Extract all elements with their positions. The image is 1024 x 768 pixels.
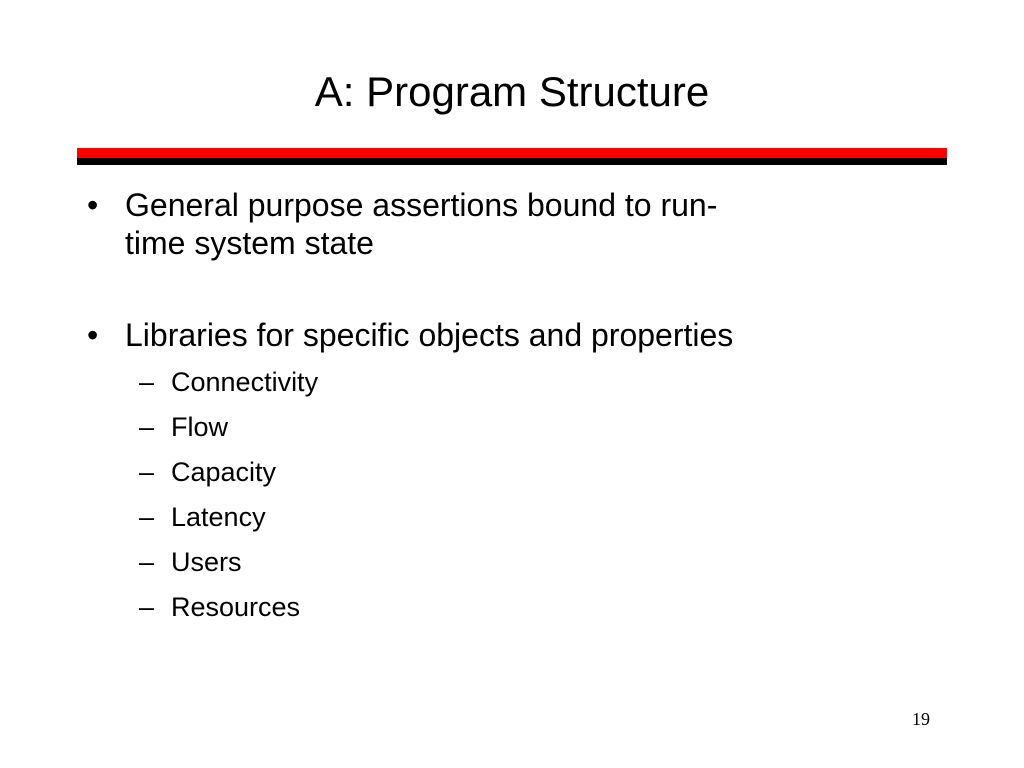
bullet-dot-icon: • bbox=[87, 317, 99, 353]
sub-item-text: Capacity bbox=[171, 457, 277, 487]
slide-page-number: 19 bbox=[912, 709, 930, 729]
sub-item-text: Connectivity bbox=[171, 367, 319, 397]
sub-item-text: Flow bbox=[171, 412, 229, 442]
bullet-dot-icon: • bbox=[87, 187, 99, 223]
sub-bullet-dash-icon: – bbox=[139, 457, 155, 487]
bullet-general-purpose-assertions bbox=[87, 186, 887, 262]
sub-bullet-dash-icon: – bbox=[139, 592, 155, 622]
sub-item-flow bbox=[87, 405, 887, 450]
title-divider-red bbox=[77, 148, 947, 158]
bullet-libraries bbox=[87, 316, 887, 354]
sub-bullet-dash-icon: – bbox=[139, 367, 155, 397]
sub-item-users bbox=[87, 540, 887, 585]
sub-bullet-dash-icon: – bbox=[139, 547, 155, 577]
sub-item-capacity bbox=[87, 450, 887, 495]
sub-item-text: Resources bbox=[171, 592, 301, 622]
sub-item-text: Users bbox=[171, 547, 242, 577]
title-divider-black bbox=[77, 158, 947, 165]
sub-bullet-dash-icon: – bbox=[139, 502, 155, 532]
bullet-text: Libraries for specific objects and properties bbox=[125, 317, 734, 353]
bullet-text: General purpose assertions bound to run- time system state bbox=[125, 187, 718, 261]
libraries-sublist bbox=[87, 360, 887, 630]
sub-item-resources bbox=[87, 585, 887, 630]
sub-item-connectivity bbox=[87, 360, 887, 405]
sub-bullet-dash-icon: – bbox=[139, 412, 155, 442]
sub-item-latency bbox=[87, 495, 887, 540]
sub-item-text: Latency bbox=[171, 502, 266, 532]
slide-title: A: Program Structure bbox=[314, 68, 710, 115]
slide-body bbox=[87, 186, 887, 630]
